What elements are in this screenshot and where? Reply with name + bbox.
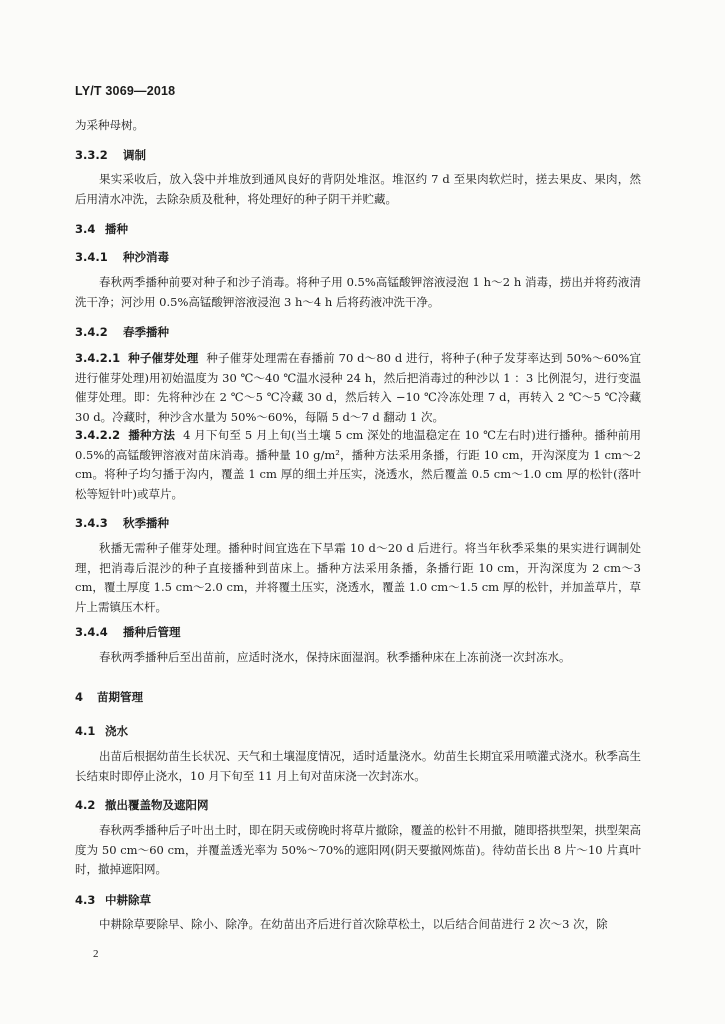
clause-text: 4 月下旬至 5 月上旬(当土壤 5 cm 深处的地温稳定在 10 ℃左右时)进行播种。播种前用 0.5%的高锰酸钾溶液对苗床消毒。播种量 10 g/m²，播种方法采用条播，行距 10 cm，开沟深度为 1 cm～2 cm。将种子均匀播于沟内，覆盖 1 cm 厚的细土并压实，浇透水，然后覆盖 0.5 cm～1.0 cm 厚的松针(落叶松等短针叶)或草片。 <box>75 428 641 501</box>
heading-3-4-3 <box>75 515 641 531</box>
heading-4-3 <box>75 892 641 908</box>
page-number: 2 <box>93 948 99 960</box>
paragraph-4-3: 中耕除草要除早、除小、除净。在幼苗出齐后进行首次除草松土，以后结合间苗进行 2 次～3 次，除 <box>99 917 608 931</box>
heading-number: 4.2 <box>75 798 96 812</box>
heading-number: 3.4.2 <box>75 325 108 339</box>
heading-number: 4.3 <box>75 893 96 907</box>
heading-title: 调制 <box>123 148 146 162</box>
paragraph-continued: 为采种母树。 <box>75 118 144 132</box>
heading-number: 3.4.3 <box>75 516 108 530</box>
heading-3-4-2 <box>75 324 641 340</box>
paragraph-3-4-3: 秋播无需种子催芽处理。播种时间宜选在下旱霜 10 d～20 d 后进行。将当年秋季采集的果实进行调制处理，把消毒后混沙的种子直接播种到苗床上。播种方法采用条播，条播行距 10 cm，开沟深度为 2 cm～3 cm，覆土厚度 1.5 cm～2.0 cm，并将覆土压实，浇透水，覆盖 1.0 cm～1.5 cm 厚的松针，并加盖草片，草片上需镇压木杆。 <box>75 541 641 614</box>
heading-number: 3.3.2 <box>75 148 108 162</box>
heading-4 <box>75 689 641 705</box>
heading-title: 苗期管理 <box>97 690 143 704</box>
heading-number: 4 <box>75 690 84 704</box>
clause-title: 种子催芽处理 <box>128 351 199 365</box>
heading-title: 播种后管理 <box>123 625 181 639</box>
heading-title: 撤出覆盖物及遮阳网 <box>105 798 209 812</box>
paragraph-4-1: 出苗后根据幼苗生长状况、天气和土壤湿度情况，适时适量浇水。幼苗生长期宜采用喷灌式浇水。秋季高生长结束时即停止浇水，10 月下旬至 11 月上旬对苗床浇一次封冻水。 <box>75 749 641 783</box>
heading-3-4 <box>75 221 641 237</box>
heading-number: 3.4.4 <box>75 625 108 639</box>
heading-title: 中耕除草 <box>105 893 151 907</box>
paragraph-3-3-2: 果实采收后，放入袋中并堆放到通风良好的背阴处堆沤。堆沤约 7 d 至果肉软烂时，搓去果皮、果肉，然后用清水冲洗，去除杂质及秕种，将处理好的种子阴干并贮藏。 <box>75 172 641 206</box>
clause-title: 播种方法 <box>128 428 176 442</box>
clause-number: 3.4.2.1 <box>75 351 121 365</box>
heading-title: 春季播种 <box>123 325 169 339</box>
standard-code-header: LY/T 3069—2018 <box>75 84 176 98</box>
heading-title: 种沙消毒 <box>123 250 169 264</box>
heading-4-1 <box>75 723 641 739</box>
heading-3-4-4 <box>75 624 641 640</box>
paragraph-4-2: 春秋两季播种后子叶出土时，即在阴天或傍晚时将草片撤除，覆盖的松针不用撤，随即搭拱型架，拱型架高度为 50 cm～60 cm，并覆盖透光率为 50%～70%的遮阳网(阴天要撤网炼苗)。待幼苗长出 8 片～10 片真叶时，撤掉遮阳网。 <box>75 823 641 876</box>
heading-4-2 <box>75 797 641 813</box>
clause-3-4-2-1 <box>75 349 641 427</box>
heading-3-3-2 <box>75 147 641 163</box>
paragraph-3-4-1: 春秋两季播种前要对种子和沙子消毒。将种子用 0.5%高锰酸钾溶液浸泡 1 h～2 h 消毒，捞出并将药液清洗干净；河沙用 0.5%高锰酸钾溶液浸泡 3 h～4 h 后将药液冲洗干净。 <box>75 275 641 309</box>
heading-3-4-1 <box>75 249 641 265</box>
heading-number: 3.4.1 <box>75 250 108 264</box>
clause-3-4-2-2 <box>75 426 641 504</box>
clause-number: 3.4.2.2 <box>75 428 121 442</box>
clause-text: 种子催芽处理需在春播前 70 d～80 d 进行，将种子(种子发芽率达到 50%～60%宜进行催芽处理)用初始温度为 30 ℃～40 ℃温水浸种 24 h，然后把消毒过的种沙以 1 ：3 比例混匀，进行变温催芽处理。即：先将种沙在 2 ℃～5 ℃冷藏 30 d，然后转入 −10 ℃冷冻处理 7 d，再转入 2 ℃～5 ℃冷藏 30 d。冷藏时，种沙含水量为 50%～60%，每隔 5 d～7 d 翻动 1 次。 <box>75 351 641 424</box>
paragraph-3-4-4: 春秋两季播种后至出苗前，应适时浇水，保持床面湿润。秋季播种床在上冻前浇一次封冻水。 <box>99 650 571 664</box>
heading-title: 秋季播种 <box>123 516 169 530</box>
heading-number: 4.1 <box>75 724 96 738</box>
heading-number: 3.4 <box>75 222 96 236</box>
heading-title: 播种 <box>105 222 128 236</box>
heading-title: 浇水 <box>105 724 128 738</box>
